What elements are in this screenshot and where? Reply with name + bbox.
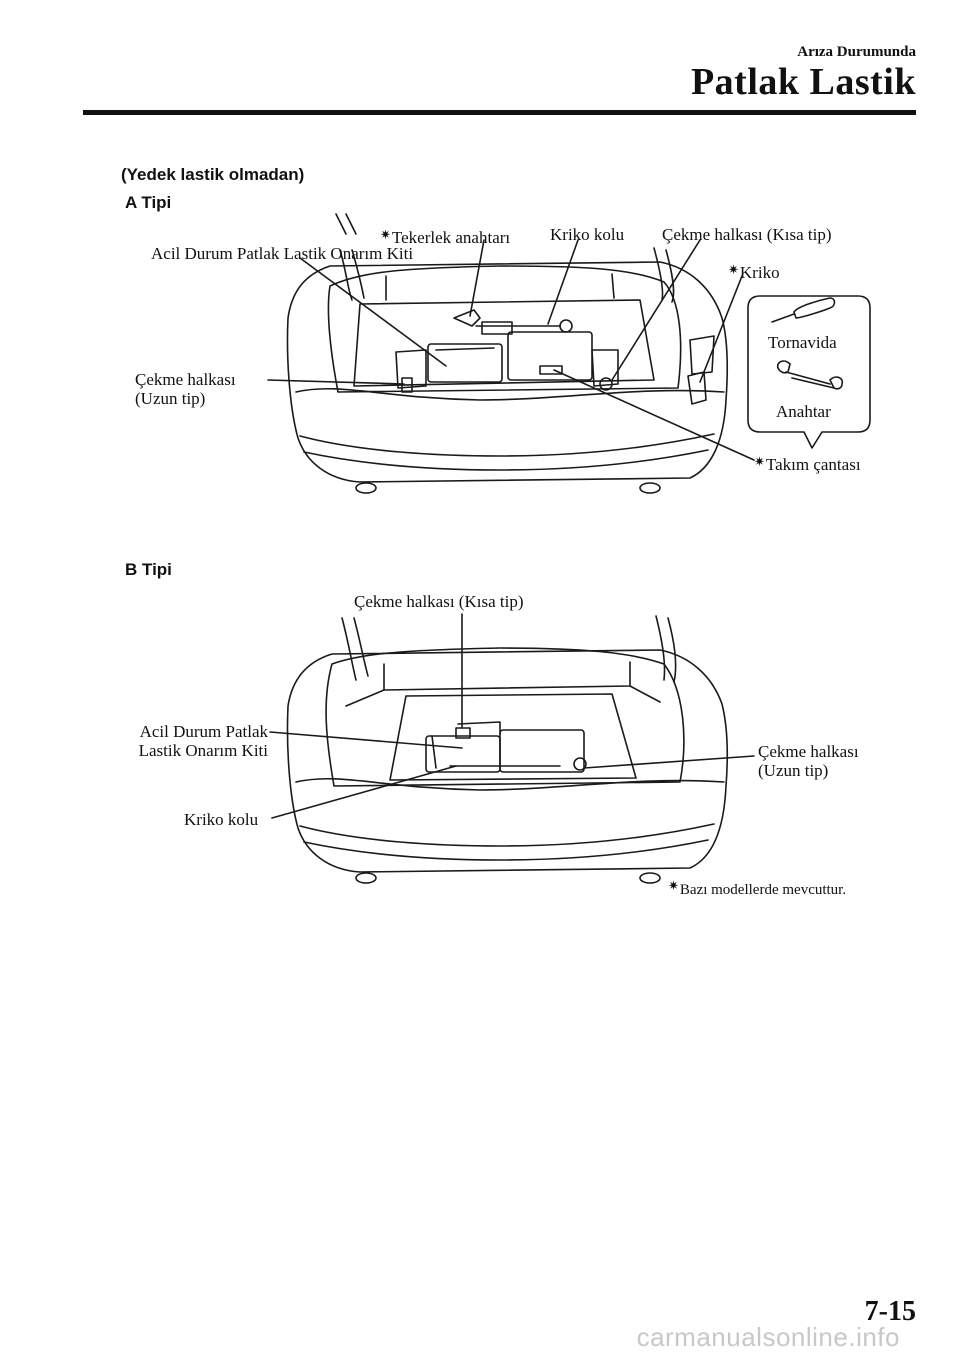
label-b-jack-handle: Kriko kolu [184,810,259,829]
asterisk-icon: ✷ [668,878,679,893]
label-a-screwdriver: Tornavida [768,333,837,352]
screwdriver-drawing [772,298,835,322]
label-b-tow-hook-long: Çekme halkası (Uzun tip) [758,742,859,780]
label-a-tow-hook-short: Çekme halkası (Kısa tip) [662,225,832,244]
page-title: Patlak Lastik [690,61,916,103]
label-a-wrench: Anahtar [776,402,831,421]
label-a-jack: ✷Kriko [728,262,780,282]
leader-b-tow-hook-long [584,756,754,768]
leader-a-tow-hook-short [612,240,700,380]
label-b-repair-kit: Acil Durum Patlak Lastik Onarım Kiti [138,722,268,760]
label-a-tow-hook-long: Çekme halkası (Uzun tip) [135,370,236,408]
label-a-tool-bag: ✷Takım çantası [754,454,861,474]
leader-a-wheel-wrench [470,240,484,316]
figure-b-car-drawing [287,616,727,883]
asterisk-icon: ✷ [728,262,739,277]
asterisk-icon: ✷ [754,454,765,469]
label-a-repair-kit: Acil Durum Patlak Lastik Onarım Kiti [151,244,414,263]
label-b-tow-hook-short: Çekme halkası (Kısa tip) [354,592,524,611]
label-a-wheel-wrench: ✷Tekerlek anahtarı [380,227,511,247]
wrench-drawing [778,361,843,389]
watermark: carmanualsonline.info [636,1322,900,1352]
footnote-some-models: ✷Bazı modellerde mevcuttur. [668,878,847,898]
tool-callout-bubble [748,296,870,448]
label-a-jack-handle: Kriko kolu [550,225,625,244]
asterisk-icon: ✷ [380,227,391,242]
leader-b-jack-handle [272,766,456,818]
leader-a-jack-handle [548,240,578,324]
section-title: Arıza Durumunda [797,44,916,60]
page-number: 7-15 [864,1296,916,1327]
figure-b-title: B Tipi [125,560,172,579]
caption-no-spare: (Yedek lastik olmadan) [121,165,305,184]
leader-a-jack [700,276,742,382]
figure-a-title: A Tipi [125,193,172,212]
